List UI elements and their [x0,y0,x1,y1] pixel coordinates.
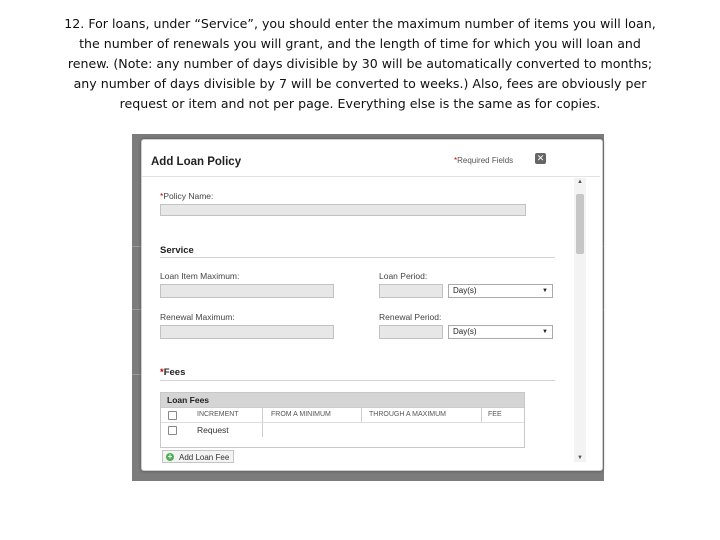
loan-fees-table-title: Loan Fees [161,393,524,407]
renewal-period-unit-select[interactable] [448,325,553,339]
policy-name-label-text: Policy Name: [163,191,214,201]
renewal-max-input[interactable] [160,325,334,339]
close-icon[interactable]: ✕ [536,153,545,163]
scroll-thumb[interactable] [576,194,584,254]
scrollbar[interactable] [574,178,586,462]
dialog-title: Add Loan Policy [151,156,242,168]
table-header-row [161,407,524,422]
add-loan-fee-label: Add Loan Fee [179,453,230,462]
instruction-text [22,14,698,114]
column-divider [262,423,263,437]
fees-section-title-text: Fees [163,367,186,378]
table-row [161,422,524,437]
required-fields-note: *Required Fields [454,156,514,165]
instruction-line: any number of days divisible by 7 will be converted to weeks.) Also, fees are obviously per [73,76,647,91]
instruction-line: request or item and not per page. Everything else is the same as for copies. [119,96,601,111]
column-header-through-maximum: THROUGH A MAXIMUM [369,411,447,418]
renewal-period-unit-value: Day(s) [453,327,477,336]
divider [160,257,555,258]
divider [142,176,600,177]
renewal-max-label: Renewal Maximum: [160,312,235,322]
add-loan-fee-button[interactable] [162,450,234,463]
divider [160,380,555,381]
column-divider [481,408,482,422]
service-section-title: Service [160,245,194,256]
scroll-down-icon[interactable]: ▼ [577,455,583,461]
instruction-line: renew. (Note: any number of days divisible by 30 will be automatically converted to months; [67,56,653,71]
policy-name-input[interactable] [160,204,526,216]
loan-period-label: Loan Period: [379,271,428,281]
add-loan-policy-dialog [141,139,603,471]
column-header-from-minimum: FROM A MINIMUM [271,411,331,418]
loan-item-max-label: Loan Item Maximum: [160,271,240,281]
plus-circle-icon: + [167,452,173,461]
loan-item-max-input[interactable] [160,284,334,298]
renewal-period-input[interactable] [379,325,443,339]
loan-period-unit-select[interactable] [448,284,553,298]
policy-name-label: *Policy Name: [160,191,214,201]
column-header-increment: INCREMENT [197,411,239,418]
scroll-up-icon[interactable]: ▲ [577,179,583,185]
increment-cell: Request [197,425,229,435]
loan-period-unit-value: Day(s) [453,286,477,295]
column-header-fee: FEE [488,411,502,418]
loan-period-input[interactable] [379,284,443,298]
column-divider [361,408,362,422]
chevron-down-icon: ▼ [542,288,548,294]
select-all-checkbox[interactable] [168,411,177,420]
renewal-period-label: Renewal Period: [379,312,442,322]
instruction-line: the number of renewals you will grant, and the length of time for which you will loan and [79,36,641,51]
row-checkbox[interactable] [168,426,177,435]
loan-fees-table [160,392,525,448]
column-divider [262,408,263,422]
fees-section-title: *Fees [160,367,186,378]
chevron-down-icon: ▼ [542,329,548,335]
required-fields-text: Required Fields [457,156,514,165]
instruction-line: 12. For loans, under “Service”, you should enter the maximum number of items you will loan, [64,16,656,31]
